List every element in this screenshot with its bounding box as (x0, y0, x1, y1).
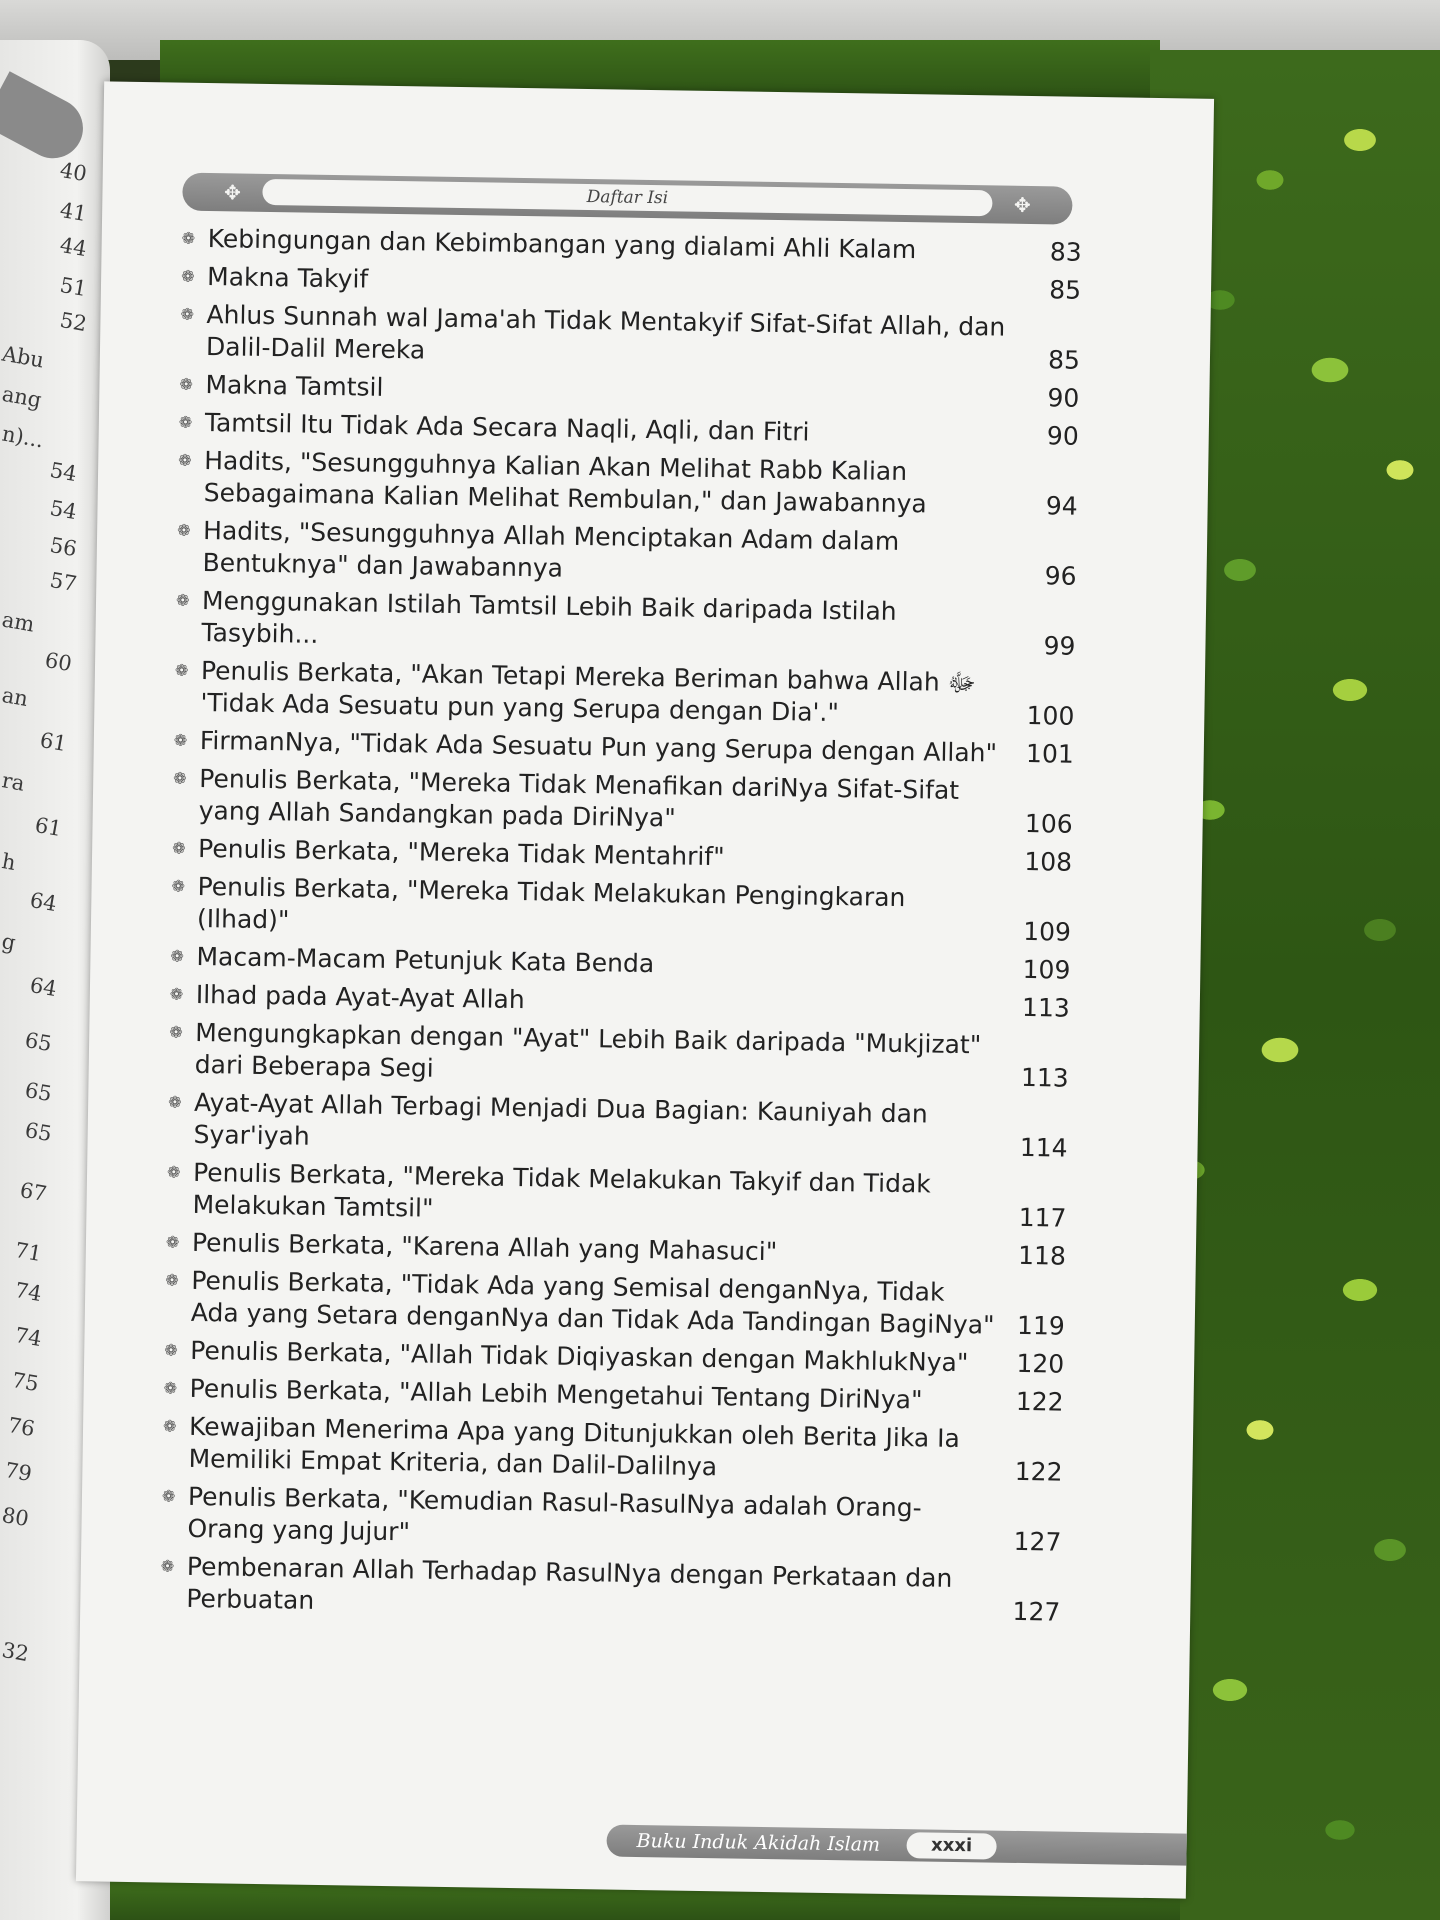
flower-bullet-icon: ❁ (169, 984, 184, 1004)
toc-entry-title: Penulis Berkata, "Akan Tetapi Mereka Beriman bahwa Allah ﷻ 'Tidak Ada Sesuatu pun yang Serupa dengan Dia'." (200, 655, 977, 728)
toc-entry-title: Makna Tamtsil (205, 370, 384, 402)
footer-page-number: xxxi (906, 1832, 996, 1859)
toc-entry-title: Penulis Berkata, "Allah Tidak Diqiyaskan dengan MakhlukNya" (190, 1335, 969, 1378)
toc-entry-title: Penulis Berkata, "Kemudian Rasul-RasulNya adalah Orang-Orang yang Jujur" (187, 1481, 922, 1547)
toc-entry (160, 1550, 1061, 1628)
toc-entry (169, 1017, 1070, 1095)
toc-entry-page: 122 (1015, 1386, 1064, 1417)
left-page-text-fragment: 54 (48, 457, 79, 487)
toc-entry-page: 90 (1047, 383, 1080, 413)
left-page-text-fragment: 74 (13, 1322, 44, 1352)
toc-entry-page: 127 (1012, 1596, 1061, 1627)
toc-entry-title: Menggunakan Istilah Tamtsil Lebih Baik daripada Istilah Tasybih... (201, 585, 897, 649)
toc-entry (176, 515, 1077, 593)
left-page-text-fragment: 79 (3, 1457, 34, 1487)
toc-entry-page: 99 (1043, 631, 1076, 661)
toc-entry-title: Penulis Berkata, "Mereka Tidak Melakukan Pengingkaran (Ilhad)" (196, 871, 906, 935)
toc-entry-title: Tamtsil Itu Tidak Ada Secara Naqli, Aqli, dan Fitri (204, 408, 810, 447)
left-page-text-fragment: 60 (43, 647, 74, 677)
flower-bullet-icon: ❁ (174, 660, 189, 680)
left-page-text-fragment: 56 (48, 532, 79, 562)
flower-bullet-icon: ❁ (172, 838, 186, 858)
flower-bullet-icon: ❁ (165, 1232, 180, 1252)
flower-bullet-icon: ❁ (179, 374, 194, 394)
flower-bullet-icon: ❁ (169, 1022, 183, 1042)
flower-bullet-icon: ❁ (161, 1486, 176, 1506)
flower-bullet-icon: ❁ (163, 1378, 178, 1398)
left-page-text-fragment: 76 (6, 1412, 37, 1442)
toc-entry-title: Macam-Macam Petunjuk Kata Benda (196, 941, 655, 979)
left-page-text-fragment: 52 (58, 307, 89, 337)
toc-entry-page: 90 (1046, 421, 1079, 451)
left-page-text-fragment: 65 (23, 1077, 54, 1107)
toc-entry-page: 101 (1025, 738, 1074, 769)
left-page-text-fragment: 44 (58, 232, 89, 262)
left-page-text-fragment: 51 (58, 272, 89, 302)
toc-entry (166, 1157, 1067, 1235)
toc-entry-title: Penulis Berkata, "Tidak Ada yang Semisal denganNya, Tidak Ada yang Setara denganNya dan Tidak Ada Tandingan BagiNya" (190, 1265, 995, 1340)
left-page-text-fragment: 40 (58, 157, 89, 187)
toc-entry-title: Hadits, "Sesungguhnya Kalian Akan Melihat Rabb Kalian Sebagaimana Kalian Melihat Rembulan," dan Jawabannya (203, 446, 927, 519)
flower-bullet-icon: ❁ (177, 520, 191, 540)
left-page-text-fragment: n)... (0, 421, 46, 453)
left-page-text-fragment: 41 (58, 197, 89, 227)
toc-entry-page: 113 (1021, 992, 1070, 1023)
left-page-text-fragment: 74 (13, 1277, 44, 1307)
toc-entry-page: 108 (1024, 846, 1073, 877)
left-page-text-fragment: h (0, 849, 18, 875)
left-page-text-fragment: 61 (33, 812, 64, 842)
footer-book-title: Buku Induk Akidah Islam (636, 1829, 881, 1856)
left-page-text-fragment: 75 (10, 1367, 41, 1397)
left-page-text-fragment: 65 (23, 1027, 54, 1057)
left-page-text-fragment: 71 (13, 1237, 44, 1267)
toc-entry-page: 94 (1045, 491, 1078, 521)
book-page (76, 81, 1214, 1898)
flower-bullet-icon: ❁ (178, 450, 192, 470)
toc-entry-title: Pembenaran Allah Terhadap RasulNya dengan Perkataan dan Perbuatan (186, 1551, 953, 1615)
toc-entry-page: 83 (1049, 237, 1082, 267)
left-page-text-fragment: an (0, 682, 30, 712)
left-page-text-fragment: Abu (0, 341, 46, 373)
left-page-text-fragment: g (0, 929, 18, 955)
toc-entry-title: Penulis Berkata, "Karena Allah yang Mahasuci" (191, 1227, 778, 1267)
flower-bullet-icon: ❁ (178, 412, 193, 432)
left-page-text-fragment: 64 (28, 887, 59, 917)
flower-bullet-icon: ❁ (160, 1556, 175, 1576)
knot-ornament-icon: ✥ (223, 180, 242, 205)
toc-entry-page: 119 (1016, 1310, 1065, 1341)
toc-entry-page: 96 (1044, 561, 1077, 591)
toc-entry (171, 871, 1072, 949)
toc-entry-title: FirmanNya, "Tidak Ada Sesuatu Pun yang Serupa dengan Allah" (199, 725, 998, 768)
flower-bullet-icon: ❁ (175, 590, 190, 610)
left-page-text-fragment: am (0, 607, 37, 637)
toc-entry-page: 127 (1013, 1526, 1062, 1557)
toc-entry-title: Ilhad pada Ayat-Ayat Allah (195, 979, 525, 1015)
toc-entry-page: 114 (1019, 1132, 1068, 1163)
left-page-text-fragment: 61 (38, 727, 69, 757)
toc-entry-page: 122 (1014, 1456, 1063, 1487)
toc-entry-title: Penulis Berkata, "Allah Lebih Mengetahui Tentang DiriNya" (189, 1373, 923, 1415)
toc-entry-title: Makna Takyif (206, 262, 369, 294)
toc-entry-title: Penulis Berkata, "Mereka Tidak Menafikan dariNya Sifat-Sifat yang Allah Sandangkan pada DiriNya" (198, 763, 960, 833)
toc-entry-title: Ayat-Ayat Allah Terbagi Menjadi Dua Bagian: Kauniyah dan Syar'iyah (193, 1087, 928, 1151)
left-page-text-fragment: 80 (0, 1502, 31, 1532)
toc-entry (173, 763, 1074, 841)
flower-bullet-icon: ❁ (173, 730, 188, 750)
left-page-text-fragment: 64 (28, 972, 59, 1002)
toc-entry (162, 1410, 1063, 1488)
left-page-text-fragment: ang (0, 381, 44, 413)
toc-entry (180, 299, 1081, 377)
toc-entry-page: 113 (1020, 1062, 1069, 1093)
table-of-contents (160, 223, 1082, 1635)
toc-entry-page: 106 (1024, 808, 1073, 839)
toc-entry-page: 85 (1049, 275, 1082, 305)
toc-entry-page: 100 (1026, 700, 1075, 731)
flower-bullet-icon: ❁ (171, 876, 186, 896)
toc-entry-title: Hadits, "Sesungguhnya Allah Menciptakan Adam dalam Bentuknya" dan Jawabannya (202, 516, 900, 583)
left-page-text-fragment: 65 (23, 1117, 54, 1147)
left-page-text-fragment: 54 (48, 495, 79, 525)
flower-bullet-icon: ❁ (173, 768, 187, 788)
toc-entry-page: 85 (1047, 345, 1081, 375)
left-page-text-fragment: 57 (48, 567, 79, 597)
toc-entry-title: Penulis Berkata, "Mereka Tidak Mentahrif" (197, 833, 725, 872)
toc-entry (178, 445, 1079, 523)
flower-bullet-icon: ❁ (168, 1092, 182, 1112)
toc-entry-page: 117 (1018, 1202, 1067, 1233)
left-page-text-fragment: ra (0, 768, 27, 796)
toc-entry-title: Ahlus Sunnah wal Jama'ah Tidak Mentakyif Sifat-Sifat Allah, dan Dalil-Dalil Mereka (205, 300, 1006, 365)
flower-bullet-icon: ❁ (165, 1270, 179, 1290)
flower-bullet-icon: ❁ (170, 946, 185, 966)
knot-ornament-icon: ✥ (1013, 192, 1031, 217)
toc-entry-title: Kewajiban Menerima Apa yang Ditunjukkan oleh Berita Jika Ia Memiliki Empat Kriteria, dan Dalil-Dalilnya (188, 1411, 961, 1482)
toc-entry (165, 1265, 1066, 1343)
toc-entry-title: Mengungkapkan dengan "Ayat" Lebih Baik daripada "Mukjizat" dari Beberapa Segi (194, 1017, 982, 1083)
footer-band (606, 1825, 1186, 1866)
toc-entry-page: 120 (1016, 1348, 1065, 1379)
flower-bullet-icon: ❁ (181, 266, 195, 286)
toc-entry-title: Penulis Berkata, "Mereka Tidak Melakukan Takyif dan Tidak Melakukan Tamtsil" (192, 1157, 931, 1223)
toc-entry (167, 1087, 1068, 1165)
toc-entry-page: 109 (1022, 954, 1071, 985)
left-page-text-fragment: 32 (0, 1637, 31, 1667)
toc-entry (174, 655, 1075, 733)
toc-entry-page: 118 (1017, 1240, 1067, 1271)
toc-entry-title: Kebingungan dan Kebimbangan yang dialami Ahli Kalam (207, 224, 917, 265)
left-page-ornament (0, 71, 94, 169)
flower-bullet-icon: ❁ (180, 304, 195, 324)
flower-bullet-icon: ❁ (164, 1340, 178, 1360)
toc-entry-page: 109 (1023, 916, 1072, 947)
flower-bullet-icon: ❁ (162, 1416, 177, 1436)
header-title: Daftar Isi (262, 179, 992, 216)
header-band (182, 173, 1072, 225)
flower-bullet-icon: ❁ (181, 228, 196, 248)
toc-entry (161, 1480, 1062, 1558)
toc-entry (175, 585, 1076, 663)
flower-bullet-icon: ❁ (166, 1162, 181, 1182)
left-page-text-fragment: 67 (18, 1177, 49, 1207)
